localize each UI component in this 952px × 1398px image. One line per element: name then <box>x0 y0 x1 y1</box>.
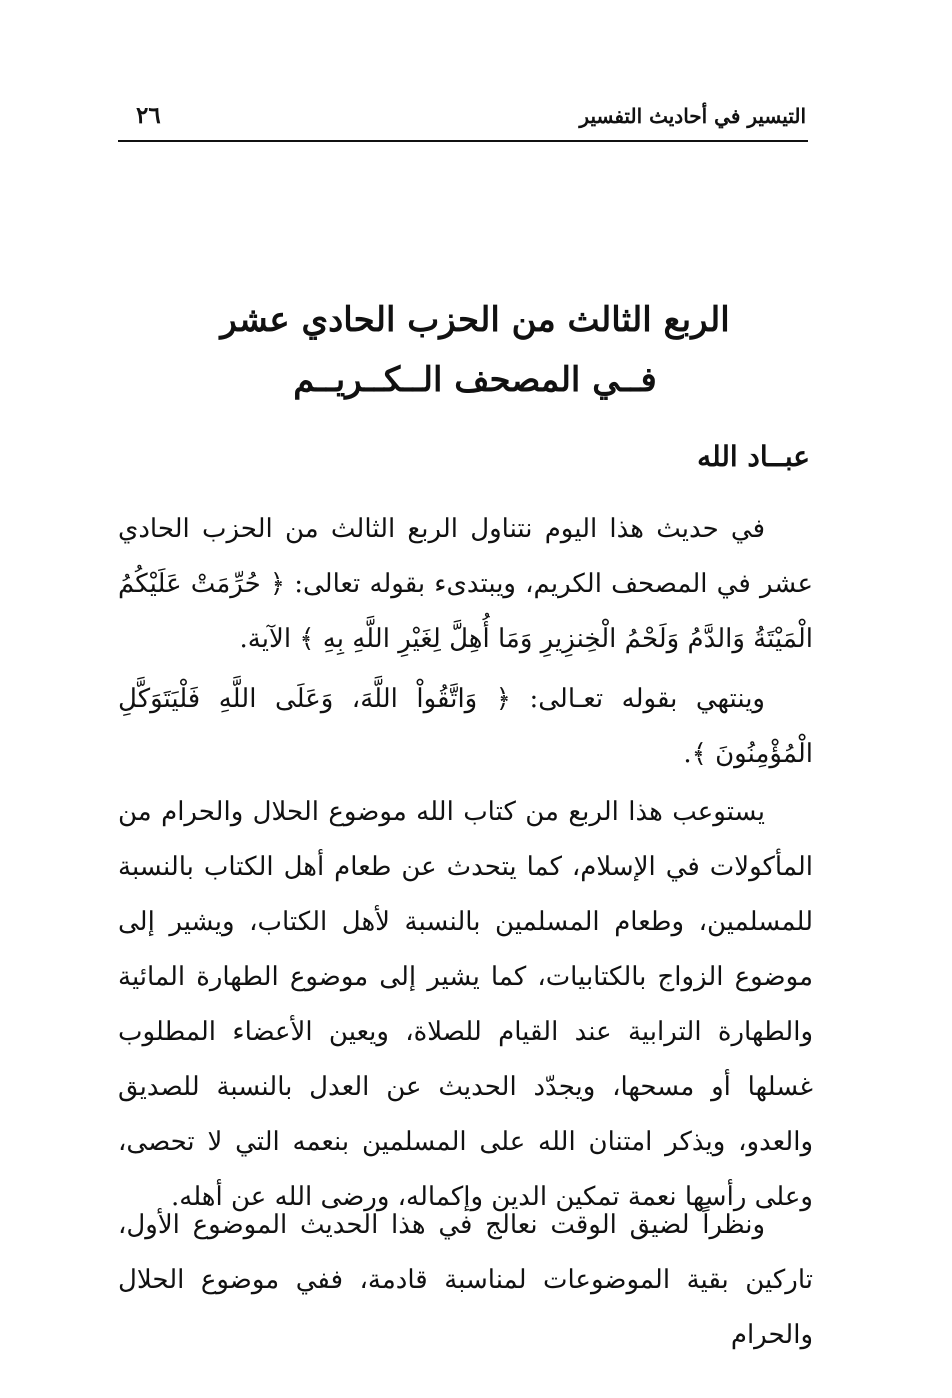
paragraph-1: في حديث هذا اليوم نتناول الربع الثالث من الحزب الحادي عشر في المصحف الكريم، ويبتدىء بقوله تعالى: ﴿ حُرِّمَتْ عَلَيْكُمُ الْمَيْتَةُ وَالدَّمُ وَلَحْمُ الْخِنزِيرِ وَمَا أُهِلَّ لِغَيْرِ اللَّهِ بِهِ ﴾ الآية. <box>118 514 813 654</box>
chapter-title <box>180 290 770 410</box>
chapter-title-line-2: فــي المصحف الــكــريــم <box>293 360 657 400</box>
paragraph-4: ونظراً لضيق الوقت نعالج في هذا الحديث الموضوع الأول، تاركين بقية الموضوعات لمناسبة قادمة، ففي موضوع الحلال والحرام <box>118 1210 813 1350</box>
paragraph-3: يستوعب هذا الربع من كتاب الله موضوع الحلال والحرام من المأكولات في الإسلام، كما يتحدث عن طعام أهل الكتاب بالنسبة للمسلمين، وطعام المسلمين بالنسبة لأهل الكتاب، ويشير إلى موضوع الزواج بالكتابيات، كما يشير إلى موضوع الطهارة المائية والطهارة الترابية عند القيام للصلاة، ويعين الأعضاء المطلوب غسلها أو مسحها، ويجدّد الحديث عن العدل بالنسبة للصديق والعدو، ويذكر امتنان الله على المسلمين بنعمه التي لا تحصى، وعلى رأسها نعمة تمكين الدين وإكماله، ورضى الله عن أهله. <box>118 797 813 1212</box>
page-number: ٢٦ <box>136 102 161 129</box>
section-salutation: عبــاد الله <box>697 440 810 473</box>
book-title: التيسير في أحاديث التفسير <box>579 104 806 128</box>
running-header <box>118 100 808 142</box>
chapter-title-line-1: الربع الثالث من الحزب الحادي عشر <box>220 300 730 340</box>
paragraph-2: وينتهي بقوله تعـالى: ﴿ وَاتَّقُواْ اللَّهَ، وَعَلَى اللَّهِ فَلْيَتَوَكَّلِ الْمُؤْمِنُونَ ﴾. <box>118 684 813 769</box>
